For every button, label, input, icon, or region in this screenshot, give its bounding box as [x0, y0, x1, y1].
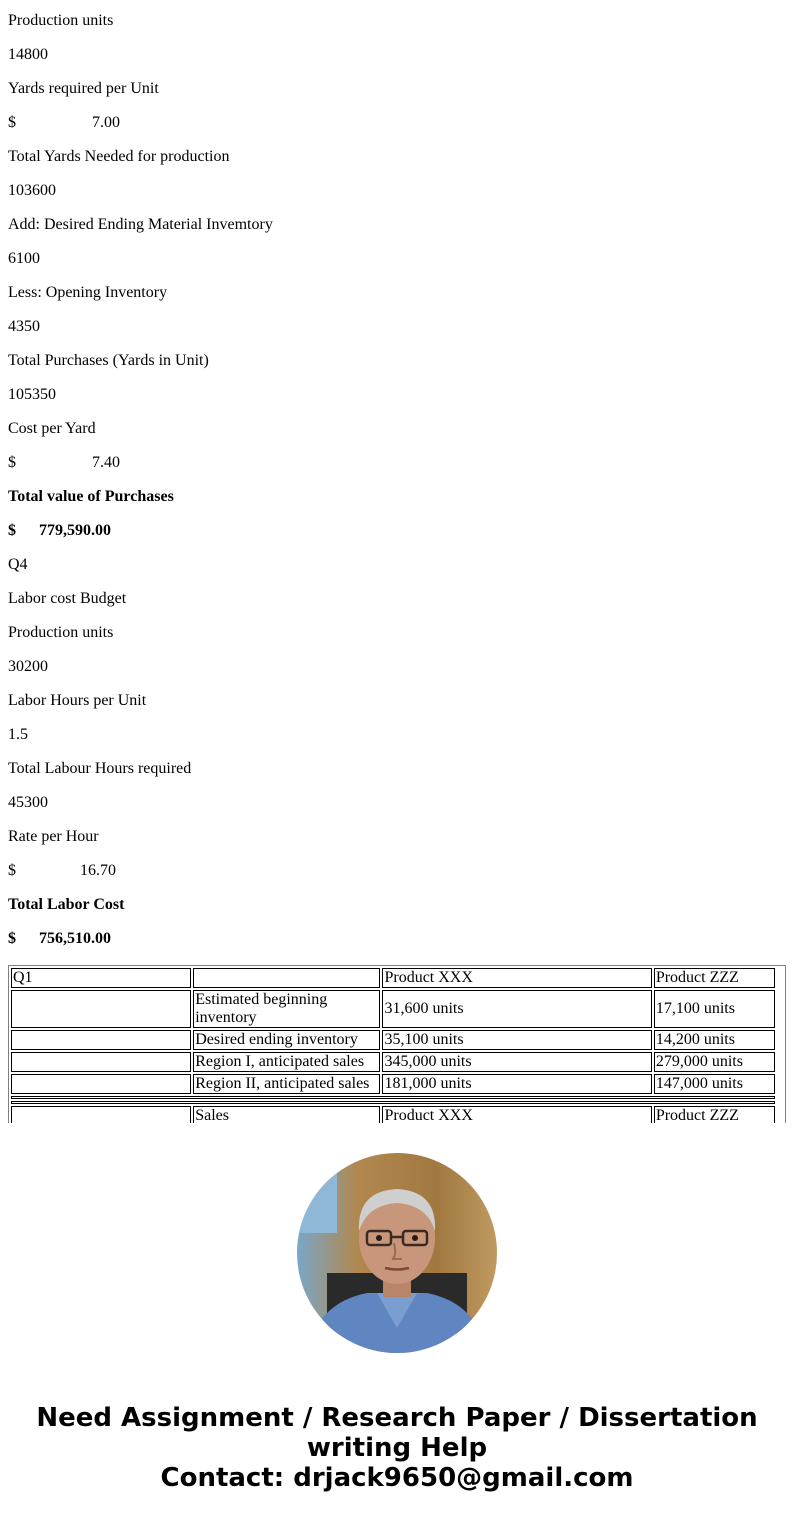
table-cell: Product ZZZ [654, 968, 775, 988]
table-cell: Q1 [11, 968, 191, 988]
cost-per-yard-value [8, 454, 788, 472]
opening-inventory-label: Less: Opening Inventory [8, 284, 168, 301]
labor-production-units-value: 30200 [8, 658, 48, 675]
total-labor-cost-label: Total Labor Cost [8, 896, 125, 913]
table-cell: Region II, anticipated sales [193, 1074, 380, 1094]
total-purchases-value: 105350 [8, 386, 56, 403]
total-value-value [8, 522, 788, 540]
hours-per-unit-value: 1.5 [8, 726, 28, 743]
table-cell: 35,100 units [382, 1030, 651, 1050]
table-row [11, 1106, 775, 1123]
table-cell [11, 990, 191, 1028]
table-cell: Product ZZZ [654, 1106, 775, 1123]
table-cell: Product XXX [382, 968, 651, 988]
table-cell: Estimated beginning inventory [193, 990, 380, 1028]
inventory-table-container [8, 965, 786, 1123]
table-cell [11, 1030, 191, 1050]
total-purchases-label: Total Purchases (Yards in Unit) [8, 352, 209, 369]
table-cell [193, 968, 380, 988]
cost-per-yard-amount: 7.40 [92, 454, 120, 471]
hours-per-unit-label: Labor Hours per Unit [8, 692, 147, 709]
total-labor-cost-amount: 756,510.00 [39, 930, 111, 947]
desired-ending-value: 6100 [8, 250, 40, 267]
table-cell: 345,000 units [382, 1052, 651, 1072]
table-separator-row [11, 1101, 775, 1104]
total-value-amount: 779,590.00 [39, 522, 111, 539]
table-cell: 17,100 units [654, 990, 775, 1028]
yards-per-unit-value [8, 114, 788, 132]
total-hours-label: Total Labour Hours required [8, 760, 192, 777]
desired-ending-label: Add: Desired Ending Material Invemtory [8, 216, 273, 233]
table-cell: 14,200 units [654, 1030, 775, 1050]
currency-sign: $ [8, 522, 16, 539]
avatar-portrait [297, 1153, 497, 1353]
yards-per-unit-label: Yards required per Unit [8, 80, 159, 97]
avatar [297, 1153, 497, 1353]
labor-budget-title: Labor cost Budget [8, 590, 127, 607]
table-cell: 147,000 units [654, 1074, 775, 1094]
table-cell: Sales [193, 1106, 380, 1123]
table-cell: 279,000 units [654, 1052, 775, 1072]
table-cell [11, 1074, 191, 1094]
opening-inventory-value: 4350 [8, 318, 40, 335]
table-separator [11, 1101, 775, 1104]
material-production-units-value: 14800 [8, 46, 48, 63]
material-production-units-label: Production units [8, 12, 114, 29]
inventory-table [9, 966, 777, 1123]
currency-sign: $ [8, 114, 16, 131]
cost-per-yard-label: Cost per Yard [8, 420, 96, 437]
table-cell: 181,000 units [382, 1074, 651, 1094]
total-value-label: Total value of Purchases [8, 488, 174, 505]
table-cell [11, 1052, 191, 1072]
labor-production-units-label: Production units [8, 624, 114, 641]
currency-sign: $ [8, 454, 16, 471]
table-cell: Region I, anticipated sales [193, 1052, 380, 1072]
ad-line-1: Need Assignment / Research Paper / Dissertation [36, 1403, 758, 1433]
rate-per-hour-value [8, 862, 788, 880]
ad-contact: Contact: drjack9650@gmail.com [160, 1463, 634, 1493]
table-separator [11, 1096, 775, 1099]
rate-per-hour-label: Rate per Hour [8, 828, 99, 845]
help-advertisement [0, 1403, 794, 1493]
yards-per-unit-amount: 7.00 [92, 114, 120, 131]
table-row [11, 1052, 775, 1072]
budget-document [8, 12, 788, 964]
total-labor-cost-value [8, 930, 788, 948]
labor-quarter: Q4 [8, 556, 28, 573]
currency-sign: $ [8, 930, 16, 947]
ad-line-2: writing Help [306, 1433, 488, 1463]
table-row [11, 990, 775, 1028]
table-cell [11, 1106, 191, 1123]
rate-per-hour-amount: 16.70 [80, 862, 116, 879]
total-yards-label: Total Yards Needed for production [8, 148, 230, 165]
table-header-row [11, 968, 775, 988]
total-yards-value: 103600 [8, 182, 56, 199]
table-row [11, 1030, 775, 1050]
table-cell: 31,600 units [382, 990, 651, 1028]
table-cell: Desired ending inventory [193, 1030, 380, 1050]
currency-sign: $ [8, 862, 16, 879]
table-separator-row [11, 1096, 775, 1099]
table-cell: Product XXX [382, 1106, 651, 1123]
total-hours-value: 45300 [8, 794, 48, 811]
table-row [11, 1074, 775, 1094]
